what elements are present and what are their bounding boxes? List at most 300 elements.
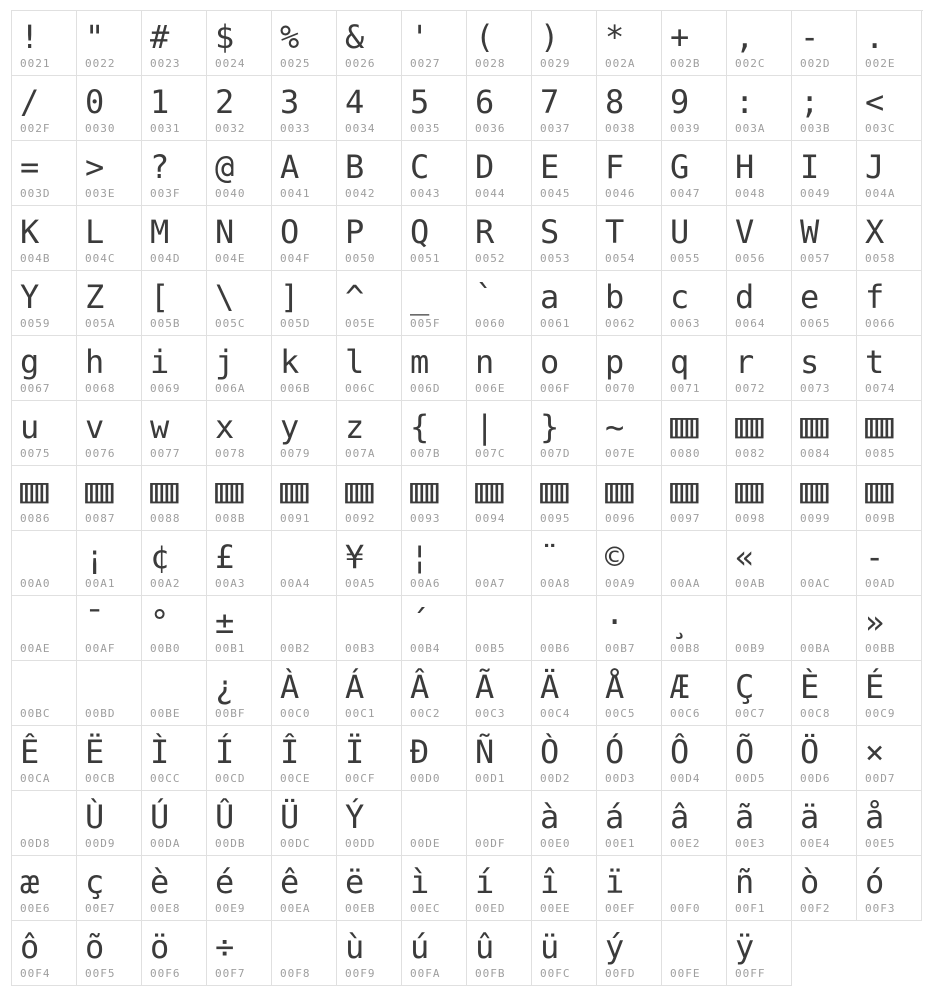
codepoint-label: 00A1 [85,577,116,590]
glyph-cell[interactable] [142,856,207,921]
glyph-cell[interactable] [532,596,597,661]
glyph-cell[interactable] [662,141,727,206]
glyph-cell[interactable] [12,141,77,206]
codepoint-label: 002F [20,122,51,135]
codepoint-label: 00D5 [735,772,766,785]
glyph-cell[interactable] [662,336,727,401]
codepoint-label: 0097 [670,512,701,525]
codepoint-label: 00B9 [735,642,766,655]
glyph: t [865,343,885,381]
glyph-cell[interactable] [12,466,77,531]
glyph-cell[interactable] [727,206,792,271]
glyph-cell[interactable] [597,11,662,76]
glyph-cell[interactable] [337,791,402,856]
notdef-glyph: ▥ [215,471,244,511]
glyph-cell[interactable] [402,531,467,596]
glyph-cell[interactable] [857,271,922,336]
glyph-cell[interactable] [77,726,142,791]
glyph: ÿ [735,928,755,966]
codepoint-label: 00EA [280,902,311,915]
glyph: { [410,408,430,446]
glyph-cell[interactable] [272,921,337,986]
codepoint-label: 00B2 [280,642,311,655]
notdef-glyph: ▥ [735,471,764,511]
glyph-cell[interactable] [402,596,467,661]
glyph-cell[interactable] [597,531,662,596]
glyph-cell[interactable] [792,531,857,596]
glyph [20,795,72,833]
codepoint-label: 0031 [150,122,181,135]
glyph-cell[interactable] [532,271,597,336]
codepoint-label: 006D [410,382,441,395]
notdef-glyph: ▥ [865,406,894,446]
glyph: ö [150,928,170,966]
glyph-cell[interactable] [467,466,532,531]
glyph-cell[interactable] [467,141,532,206]
glyph: H [735,148,755,186]
glyph-cell[interactable] [207,466,272,531]
glyph-cell[interactable] [532,466,597,531]
glyph-cell[interactable] [337,11,402,76]
glyph-cell[interactable] [77,336,142,401]
glyph-cell[interactable] [792,11,857,76]
glyph-cell[interactable] [12,661,77,726]
glyph-cell[interactable] [337,76,402,141]
glyph-cell[interactable] [337,856,402,921]
glyph-cell[interactable] [142,466,207,531]
codepoint-label: 00F2 [800,902,831,915]
glyph-cell[interactable] [792,661,857,726]
glyph-cell[interactable] [272,271,337,336]
codepoint-label: 00F9 [345,967,376,980]
glyph: ü [540,928,560,966]
glyph-cell[interactable] [207,11,272,76]
glyph-cell[interactable] [792,791,857,856]
glyph-cell[interactable] [142,11,207,76]
glyph-cell[interactable] [142,531,207,596]
glyph-cell[interactable] [207,791,272,856]
glyph-cell[interactable] [597,76,662,141]
codepoint-label: 0074 [865,382,896,395]
glyph-cell[interactable] [402,336,467,401]
glyph-cell[interactable] [402,76,467,141]
glyph: è [150,863,170,901]
glyph-cell[interactable] [337,271,402,336]
glyph-cell[interactable] [77,921,142,986]
glyph-cell[interactable] [662,271,727,336]
glyph-cell[interactable] [467,661,532,726]
glyph-cell[interactable] [207,596,272,661]
glyph-cell[interactable] [532,921,597,986]
glyph-cell[interactable] [77,206,142,271]
glyph-cell[interactable] [142,596,207,661]
glyph-cell[interactable] [272,856,337,921]
glyph-cell[interactable] [142,76,207,141]
glyph-cell[interactable] [467,206,532,271]
glyph: ÷ [215,928,235,966]
glyph-cell[interactable] [597,401,662,466]
glyph-cell[interactable] [792,336,857,401]
glyph: r [735,343,755,381]
glyph-cell[interactable] [857,141,922,206]
codepoint-label: 00E9 [215,902,246,915]
glyph: ê [280,863,300,901]
glyph-cell[interactable] [662,401,727,466]
glyph-cell[interactable] [207,76,272,141]
glyph-cell[interactable] [532,76,597,141]
glyph-cell[interactable] [467,76,532,141]
codepoint-label: 0066 [865,317,896,330]
glyph-cell[interactable] [12,401,77,466]
glyph-cell[interactable] [402,921,467,986]
glyph-cell[interactable] [337,596,402,661]
glyph-cell[interactable] [77,401,142,466]
glyph-cell[interactable] [77,271,142,336]
glyph: ¯ [85,603,105,641]
glyph-cell[interactable] [727,336,792,401]
codepoint-label: 003E [85,187,116,200]
codepoint-label: 0034 [345,122,376,135]
glyph-cell[interactable] [857,11,922,76]
glyph: £ [215,538,235,576]
codepoint-label: 003F [150,187,181,200]
glyph-cell[interactable] [597,466,662,531]
glyph-cell[interactable] [77,661,142,726]
glyph-cell[interactable] [272,596,337,661]
glyph-cell[interactable] [727,661,792,726]
codepoint-label: 00EC [410,902,441,915]
glyph-cell[interactable] [12,206,77,271]
glyph [280,925,332,963]
glyph-cell[interactable] [597,271,662,336]
codepoint-label: 00BF [215,707,246,720]
glyph-cell[interactable] [402,856,467,921]
glyph-cell[interactable] [792,596,857,661]
glyph-cell[interactable] [727,401,792,466]
glyph-cell[interactable] [272,336,337,401]
codepoint-label: 0094 [475,512,506,525]
glyph-cell[interactable] [337,661,402,726]
glyph-cell[interactable] [597,726,662,791]
glyph: ¦ [410,538,430,576]
glyph-cell[interactable] [857,726,922,791]
codepoint-label: 00D4 [670,772,701,785]
glyph [800,535,852,573]
glyph-cell[interactable] [857,856,922,921]
glyph-cell[interactable] [467,791,532,856]
glyph-cell[interactable] [662,921,727,986]
codepoint-label: 00EE [540,902,571,915]
glyph: Ð [410,733,430,771]
glyph: W [800,213,820,251]
glyph-cell[interactable] [12,271,77,336]
glyph-cell[interactable] [662,76,727,141]
glyph: y [280,408,300,446]
glyph-cell[interactable] [77,791,142,856]
glyph: Æ [670,668,690,706]
glyph-cell[interactable] [662,531,727,596]
glyph-cell[interactable] [727,271,792,336]
glyph-cell[interactable] [857,206,922,271]
codepoint-label: 00CA [20,772,51,785]
glyph [85,665,137,703]
glyph-cell[interactable] [272,531,337,596]
glyph-cell[interactable] [662,791,727,856]
glyph-cell[interactable] [792,466,857,531]
glyph-cell[interactable] [597,661,662,726]
glyph-cell[interactable] [597,141,662,206]
codepoint-label: 0071 [670,382,701,395]
glyph-cell[interactable] [792,206,857,271]
glyph-cell[interactable] [402,466,467,531]
glyph-cell[interactable] [12,531,77,596]
glyph-cell[interactable] [532,856,597,921]
codepoint-label: 0069 [150,382,181,395]
codepoint-label: 00E8 [150,902,181,915]
glyph: ° [150,603,170,641]
glyph-cell[interactable] [207,661,272,726]
glyph-cell[interactable] [597,921,662,986]
glyph: ¢ [150,538,170,576]
glyph-cell[interactable] [857,76,922,141]
glyph: * [605,18,625,56]
glyph-cell[interactable] [12,596,77,661]
glyph-cell[interactable] [142,726,207,791]
codepoint-label: 00A3 [215,577,246,590]
glyph-cell[interactable] [792,856,857,921]
glyph-cell[interactable] [402,401,467,466]
glyph-cell[interactable] [12,791,77,856]
glyph-cell[interactable] [662,596,727,661]
glyph-cell[interactable] [272,726,337,791]
glyph-cell[interactable] [857,596,922,661]
glyph-cell[interactable] [142,141,207,206]
glyph-cell[interactable] [727,466,792,531]
codepoint-label: 00B3 [345,642,376,655]
glyph-cell[interactable] [12,76,77,141]
glyph-cell[interactable] [467,596,532,661]
glyph-cell[interactable] [142,791,207,856]
codepoint-label: 00E6 [20,902,51,915]
glyph-cell[interactable] [727,11,792,76]
glyph-cell[interactable] [857,791,922,856]
glyph-cell[interactable] [727,596,792,661]
glyph: Z [85,278,105,316]
glyph-cell[interactable] [402,11,467,76]
glyph-cell[interactable] [402,206,467,271]
glyph-cell[interactable] [272,141,337,206]
glyph-cell[interactable] [662,661,727,726]
glyph-cell[interactable] [532,791,597,856]
glyph-cell[interactable] [77,11,142,76]
glyph: ñ [735,863,755,901]
glyph-cell[interactable] [467,401,532,466]
glyph-cell[interactable] [597,856,662,921]
glyph-cell[interactable] [467,336,532,401]
glyph [410,795,462,833]
glyph-cell[interactable] [77,856,142,921]
codepoint-label: 0080 [670,447,701,460]
codepoint-label: 0067 [20,382,51,395]
glyph-cell[interactable] [662,206,727,271]
glyph: ^ [345,278,365,316]
glyph-cell[interactable] [142,206,207,271]
glyph-cell[interactable] [207,726,272,791]
glyph-cell[interactable] [402,661,467,726]
glyph-cell[interactable] [467,11,532,76]
glyph: | [475,408,495,446]
glyph-cell[interactable] [792,271,857,336]
glyph-cell[interactable] [662,856,727,921]
glyph: C [410,148,430,186]
glyph-cell[interactable] [272,791,337,856]
glyph-cell[interactable] [142,271,207,336]
glyph-cell[interactable] [207,921,272,986]
codepoint-label: 00AB [735,577,766,590]
glyph-cell[interactable] [402,271,467,336]
glyph-cell[interactable] [207,531,272,596]
glyph-cell[interactable] [77,76,142,141]
codepoint-label: 00BD [85,707,116,720]
codepoint-label: 00C0 [280,707,311,720]
glyph-cell[interactable] [77,466,142,531]
glyph: Ã [475,668,495,706]
glyph-cell[interactable] [402,141,467,206]
glyph-cell[interactable] [12,726,77,791]
glyph-cell[interactable] [727,921,792,986]
glyph-cell[interactable] [207,856,272,921]
glyph-cell[interactable] [12,11,77,76]
codepoint-label: 0065 [800,317,831,330]
glyph-cell[interactable] [857,401,922,466]
glyph-cell[interactable] [142,336,207,401]
glyph-cell[interactable] [532,141,597,206]
glyph-cell[interactable] [467,271,532,336]
glyph-cell[interactable] [662,11,727,76]
glyph-cell[interactable] [792,401,857,466]
glyph-cell[interactable] [402,791,467,856]
glyph [20,665,72,703]
glyph-cell[interactable] [272,401,337,466]
glyph-cell[interactable] [337,466,402,531]
glyph-cell[interactable] [77,531,142,596]
glyph-cell[interactable] [727,791,792,856]
glyph-cell[interactable] [467,726,532,791]
codepoint-label: 00CF [345,772,376,785]
glyph-cell[interactable] [792,141,857,206]
glyph-cell[interactable] [857,336,922,401]
glyph-cell[interactable] [467,856,532,921]
glyph-cell[interactable] [597,791,662,856]
glyph-cell[interactable] [337,206,402,271]
glyph-cell[interactable] [532,401,597,466]
glyph: 6 [475,83,495,121]
glyph-cell[interactable] [402,726,467,791]
glyph-cell[interactable] [532,11,597,76]
glyph: g [20,343,40,381]
glyph: â [670,798,690,836]
glyph-cell[interactable] [142,661,207,726]
glyph-cell[interactable] [77,596,142,661]
glyph-cell[interactable] [337,531,402,596]
codepoint-label: 00B0 [150,642,181,655]
glyph-cell[interactable] [337,336,402,401]
codepoint-label: 0068 [85,382,116,395]
glyph-cell[interactable] [272,76,337,141]
glyph-cell[interactable] [792,76,857,141]
glyph-cell[interactable] [727,76,792,141]
glyph-cell[interactable] [207,401,272,466]
glyph-cell[interactable] [337,726,402,791]
glyph-cell[interactable] [272,466,337,531]
glyph-cell[interactable] [207,271,272,336]
glyph-cell[interactable] [857,466,922,531]
glyph-cell[interactable] [142,401,207,466]
codepoint-label: 00DA [150,837,181,850]
glyph-cell[interactable] [12,856,77,921]
glyph: Í [215,733,235,771]
glyph-cell[interactable] [467,921,532,986]
glyph-cell[interactable] [207,206,272,271]
glyph-cell[interactable] [792,726,857,791]
glyph: Ö [800,733,820,771]
glyph-cell[interactable] [662,726,727,791]
glyph-cell[interactable] [272,11,337,76]
glyph-cell[interactable] [467,531,532,596]
glyph-cell[interactable] [532,336,597,401]
codepoint-label: 00D9 [85,837,116,850]
glyph-cell[interactable] [142,921,207,986]
glyph-cell[interactable] [727,856,792,921]
glyph-cell[interactable] [597,336,662,401]
glyph-cell[interactable] [532,206,597,271]
glyph-cell[interactable] [272,206,337,271]
glyph-cell[interactable] [77,141,142,206]
glyph-cell[interactable] [662,466,727,531]
glyph-cell[interactable] [597,206,662,271]
codepoint-label: 00B6 [540,642,571,655]
glyph-cell[interactable] [532,726,597,791]
glyph: o [540,343,560,381]
glyph-cell[interactable] [207,141,272,206]
glyph-cell[interactable] [857,531,922,596]
glyph-cell[interactable] [532,661,597,726]
glyph-cell[interactable] [12,921,77,986]
glyph-cell[interactable] [337,401,402,466]
codepoint-label: 003A [735,122,766,135]
glyph-cell[interactable] [272,661,337,726]
glyph-cell[interactable] [12,336,77,401]
codepoint-label: 006C [345,382,376,395]
glyph-cell[interactable] [207,336,272,401]
glyph-cell[interactable] [727,531,792,596]
glyph: Ô [670,733,690,771]
glyph-cell[interactable] [337,141,402,206]
glyph-cell[interactable] [337,921,402,986]
glyph: ! [20,18,40,56]
codepoint-label: 00CB [85,772,116,785]
glyph-cell[interactable] [597,596,662,661]
codepoint-label: 0063 [670,317,701,330]
glyph-cell[interactable] [727,726,792,791]
glyph: » [865,603,885,641]
glyph-cell[interactable] [857,661,922,726]
glyph-cell[interactable] [532,531,597,596]
glyph: n [475,343,495,381]
glyph: ï [605,863,625,901]
codepoint-label: 00A4 [280,577,311,590]
glyph-cell[interactable] [727,141,792,206]
